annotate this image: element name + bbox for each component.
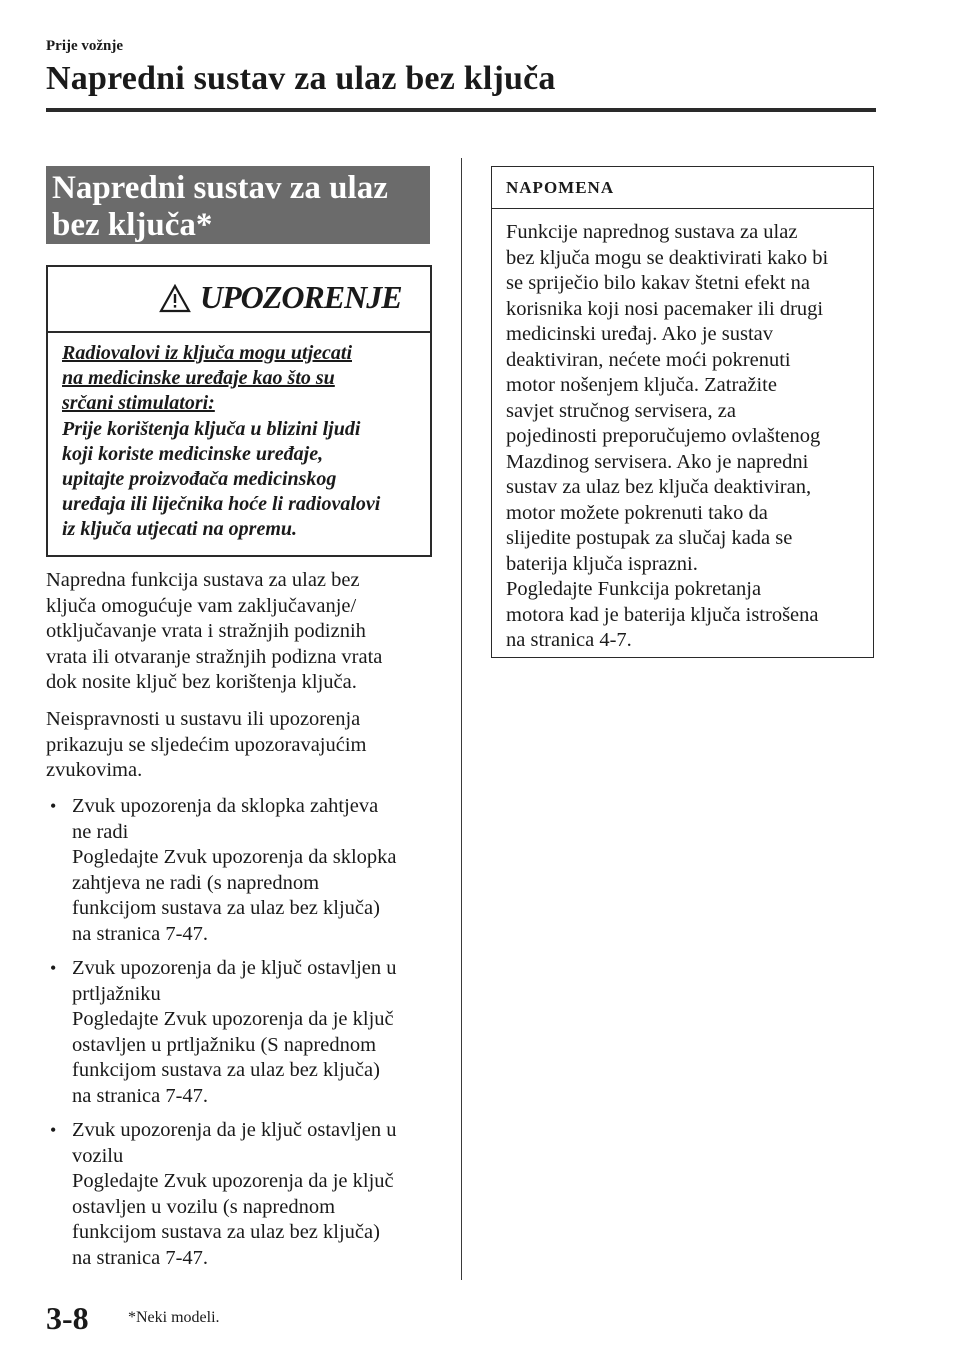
- paragraph-line: Neispravnosti u sustavu ili upozorenja: [46, 708, 361, 730]
- warning-box: [46, 265, 432, 557]
- note-line: motor možete pokrenuti tako da: [506, 501, 768, 524]
- page-number: 3-8: [46, 1300, 89, 1336]
- footnote: *Neki modeli.: [128, 1309, 220, 1326]
- warning-triangle-icon: [159, 284, 191, 313]
- bullet-line: ostavljen u prtljažniku (S naprednom: [72, 1033, 377, 1056]
- note-line: savjet stručnog servisera, za: [506, 399, 736, 422]
- bullet-line: Pogledajte Zvuk upozorenja da je ključ: [72, 1008, 394, 1030]
- section-heading-line: bez ključa*: [52, 207, 213, 243]
- note-line: deaktiviran, nećete moći pokrenuti: [506, 348, 791, 371]
- warning-body-line: koji koriste medicinske uređaje,: [62, 442, 324, 465]
- note-header: [492, 167, 873, 209]
- paragraph-line: zvukovima.: [46, 759, 143, 781]
- note-line: bez ključa mogu se deaktivirati kako bi: [506, 246, 829, 269]
- note-line: sustav za ulaz bez ključa deaktiviran,: [506, 476, 812, 498]
- bullet-line: Zvuk upozorenja da sklopka zahtjeva: [72, 795, 379, 817]
- note-line: motora kad je baterija ključa istrošena: [506, 603, 819, 626]
- warning-title: UPOZORENJE: [200, 279, 402, 315]
- section-label: Prije vožnje: [46, 38, 124, 54]
- section-heading: [46, 166, 430, 244]
- column-divider: [461, 158, 462, 1280]
- bullet-marker: •: [50, 1120, 57, 1140]
- note-line: baterija ključa isprazni.: [506, 552, 698, 575]
- note-line: se spriječio bilo kakav štetni efekt na: [506, 272, 810, 294]
- bullet-line: na stranica 7-47.: [72, 1084, 209, 1107]
- intro-paragraph: [46, 568, 436, 696]
- note-body: [506, 220, 868, 654]
- bullet-line: na stranica 7-47.: [72, 1246, 209, 1269]
- bullet-line: ostavljen u vozilu (s naprednom: [72, 1195, 336, 1218]
- paragraph-line: prikazuju se sljedećim upozoravajućim: [46, 733, 367, 756]
- page-title: Napredni sustav za ulaz bez ključa: [46, 60, 556, 97]
- bullet-marker: •: [50, 958, 57, 978]
- warning-header: [48, 267, 430, 333]
- warning-underlined-line: Radiovalovi iz ključa mogu utjecati: [62, 342, 352, 364]
- note-line: korisnika koji nosi pacemaker ili drugi: [506, 297, 824, 320]
- paragraph-line: Napredna funkcija sustava za ulaz bez: [46, 569, 360, 591]
- note-line: pojedinosti preporučujemo ovlaštenog: [506, 425, 821, 447]
- bullet-line: prtljažniku: [72, 982, 161, 1005]
- bullet-line: Pogledajte Zvuk upozorenja da je ključ: [72, 1170, 394, 1192]
- note-title: NAPOMENA: [506, 178, 615, 197]
- header-rule: [46, 108, 876, 112]
- warning-body-line: Prije korištenja ključa u blizini ljudi: [62, 417, 361, 440]
- bullet-line: zahtjeva ne radi (s naprednom: [72, 871, 320, 894]
- paragraph-line: otključavanje vrata i stražnjih podiznih: [46, 620, 366, 642]
- note-line: Funkcije naprednog sustava za ulaz: [506, 221, 798, 243]
- warning-body-line: uređaja ili liječnika hoće li radiovalovi: [62, 493, 381, 516]
- note-line: slijedite postupak za slučaj kada se: [506, 527, 793, 549]
- bullet-line: Zvuk upozorenja da je ključ ostavljen u: [72, 1119, 397, 1141]
- warning-body-line: upitajte proizvođača medicinskog: [62, 468, 337, 491]
- warning-body-line: iz ključa utjecati na opremu.: [62, 518, 298, 541]
- paragraph-line: vrata ili otvaranje stražnjih podizna vrata: [46, 645, 383, 668]
- note-line: na stranica 4-7.: [506, 629, 632, 651]
- bullet-marker: •: [50, 796, 57, 816]
- bullet-line: na stranica 7-47.: [72, 922, 209, 945]
- note-line: motor nošenjem ključa. Zatražite: [506, 374, 777, 396]
- bullet-line: Zvuk upozorenja da je ključ ostavljen u: [72, 957, 397, 979]
- warning-sounds-paragraph: [46, 707, 436, 784]
- bullet-line: funkcijom sustava za ulaz bez ključa): [72, 1059, 380, 1081]
- note-line: Mazdinog servisera. Ako je napredni: [506, 450, 809, 473]
- warning-underlined-line: na medicinske uređaje kao što su: [62, 367, 335, 390]
- paragraph-line: dok nosite ključ bez korištenja ključa.: [46, 671, 357, 693]
- warning-body: [62, 341, 422, 543]
- paragraph-line: ključa omogućuje vam zaključavanje/: [46, 594, 357, 617]
- bullet-line: ne radi: [72, 820, 129, 843]
- bullet-line: Pogledajte Zvuk upozorenja da sklopka: [72, 846, 397, 868]
- note-line: Pogledajte Funkcija pokretanja: [506, 578, 762, 600]
- section-heading-line: Napredni sustav za ulaz: [52, 170, 388, 206]
- note-line: medicinski uređaj. Ako je sustav: [506, 323, 774, 345]
- warning-underlined-line: srčani stimulatori:: [62, 392, 215, 415]
- bullet-line: vozilu: [72, 1144, 124, 1167]
- bullet-line: funkcijom sustava za ulaz bez ključa): [72, 1221, 380, 1243]
- note-box: [491, 166, 874, 658]
- bullet-line: funkcijom sustava za ulaz bez ključa): [72, 897, 380, 919]
